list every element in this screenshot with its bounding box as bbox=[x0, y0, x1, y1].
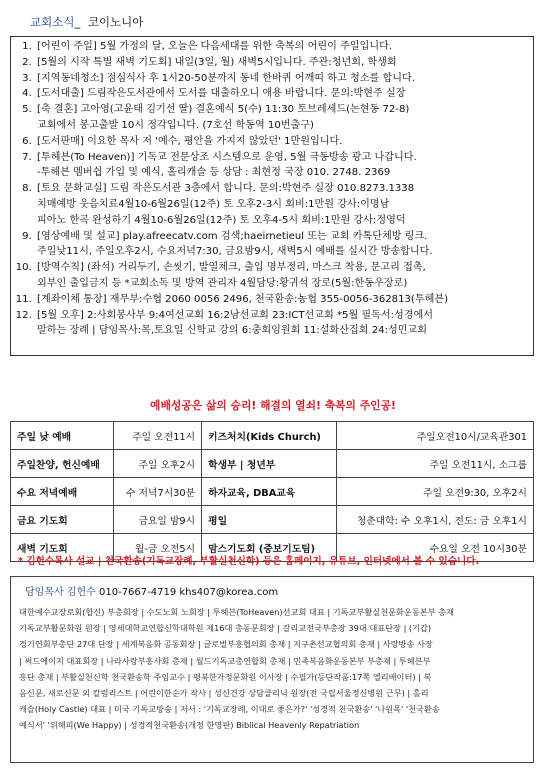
news-item-line: 11. [계좌이체 통장] 재무부:수협 2060 0056 2496, 천국환송:농협 355-0056-362813(투헤븐) bbox=[37, 293, 449, 305]
news-item-line: 말하는 장례 | 담임목사:목,토요일 신학교 강의 6:충회임원회 11:설화산집회 24:성민교회 bbox=[37, 325, 428, 337]
sermon-notice: * 김헌수목사 설교 | 천국환송(기독교장례, 부활실천신학) 등은 홈페이지, 유튜브, 인터넷에서 볼 수 있습니다. bbox=[18, 556, 480, 567]
section-title: 코이노니아 bbox=[87, 15, 144, 29]
service-time: 주일 오전11시, 소그룹 bbox=[337, 450, 534, 478]
schedule-row bbox=[11, 450, 534, 478]
slogan: 예배성공은 삶의 승리! 해결의 열쇠! 축복의 주인공! bbox=[150, 399, 396, 412]
news-item-line: 3. [지역동네청소] 점심식사 후 1시20-50분까지 동네 한바퀴 어깨띠 하고 청소를 합니다. bbox=[37, 72, 415, 84]
bio-line: 기독교부활문화원 원장 | 영세대학교연합신학대학원 제16대 총동문회장 | 갈리교전국부총장 39대 대표단장 | (기갑) bbox=[19, 623, 432, 634]
news-item-line: 1. [어린이 주일] 5월 가정의 달, 오늘은 다음세대를 위한 축복의 어린이 주일입니다. bbox=[37, 41, 393, 52]
news-item bbox=[35, 292, 527, 308]
news-item-line: 교회에서 봉고출발 10시 정각입니다. (7호선 학동역 10번출구) bbox=[37, 119, 314, 131]
service-name: 키즈처치(Kids Church) bbox=[202, 422, 337, 450]
news-item bbox=[35, 86, 527, 102]
service-name: 평일 bbox=[202, 506, 337, 534]
news-box bbox=[10, 36, 534, 356]
section-header bbox=[30, 14, 143, 30]
bio-line: 예식서' '위해피(We Happy) | 성경적천국환송(개정 한영판) Biblical Heavenly Repatriation bbox=[19, 720, 360, 731]
news-item bbox=[35, 260, 527, 292]
service-time: 수 저녁7시30분 bbox=[113, 478, 201, 506]
news-item bbox=[35, 181, 527, 228]
news-item-line: 피아노 한곡 완성하기 4월10-6월26일(12주) 토 오후4-5시 회비:1만원 강사:정영덕 bbox=[37, 214, 406, 226]
bio-line: | 써드에이지 대표회장 | 나라사랑부흥사회 총재 | 월드기독교총연합회 총재 | 민족복음화운동본부 부총재 | 투헤븐부 bbox=[19, 655, 431, 666]
pastor-title: 담임목사 김헌수 bbox=[25, 587, 96, 598]
news-item bbox=[35, 134, 527, 150]
news-item-line: 2. [5월의 시작 특별 새벽 기도회] 내일(3일, 월) 새벽5시입니다. 주관:청년회, 학생회 bbox=[37, 56, 397, 68]
service-time: 금요일 밤9시 bbox=[113, 506, 201, 534]
news-item-line: 7. [투헤븐(To Heaven)] 기독교 전문상조 시스템으로 운영, 5월 극동방송 광고 나갑니다. bbox=[37, 151, 417, 163]
news-item-line: 6. [도서판매] 이요한 목사 저 '예수, 평안을 가지지 않았던' 1만원입니다. bbox=[37, 135, 343, 147]
service-name: 새벽 기도회 bbox=[11, 534, 114, 562]
service-time: 수요일 오전 10시30분 bbox=[337, 534, 534, 562]
service-name: 맘스기도회 (중보기도팀) bbox=[202, 534, 337, 562]
service-time: 주일 오전11시 bbox=[113, 422, 201, 450]
schedule-row bbox=[11, 422, 534, 450]
service-time: 주일 오후2시 bbox=[113, 450, 201, 478]
news-list bbox=[11, 37, 533, 339]
news-item-line: 10. [방역수칙] (좌석) 거리두기, 손씻기, 발열체크, 출입 명부정리, 마스크 착용, 문고리 접촉, bbox=[37, 262, 426, 274]
service-time: 월-금 오전5시 bbox=[113, 534, 201, 562]
news-item bbox=[35, 102, 527, 134]
header-separator: _ bbox=[74, 15, 81, 29]
news-item-line: 치매예방 웃음치료4월10-6월26일(12주) 토 오후2-3시 회비:1만원 강사:이명남 bbox=[37, 198, 390, 210]
schedule-row bbox=[11, 506, 534, 534]
news-item bbox=[35, 150, 527, 182]
news-item-line: 주일낮11시, 주일오후2시, 수요저녁7:30, 금요밤9시, 새벽5시 예배를 실시간 방송합니다. bbox=[37, 246, 433, 258]
service-time: 청춘대학: 수 오후1시, 전도: 금 오후1시 bbox=[337, 506, 534, 534]
news-item bbox=[35, 229, 527, 261]
service-name: 하자교육, DBA교육 bbox=[202, 478, 337, 506]
news-item-line: 4. [도서대출] 드림작은도서관에서 도서를 대출하오니 애용 바랍니다. 문의:박현주 실장 bbox=[37, 88, 406, 100]
section-label: 교회소식 bbox=[30, 15, 75, 29]
pastor-contact bbox=[25, 583, 278, 598]
news-item-line: -투헤븐 멤버쉽 가입 및 예식, 홀리캐슬 등 상담 : 최현정 국장 010. 2748. 2369 bbox=[37, 167, 391, 179]
pastor-phone: 010-7667-4719 bbox=[99, 587, 177, 598]
service-name: 주일 낮 예배 bbox=[11, 422, 114, 450]
news-item-line: 8. [토요 문화교실] 드림 작은도서관 3층에서 합니다. 문의:박현주 실장 010.8273.1338 bbox=[37, 183, 415, 195]
bio-line: 음신문, 새로신문 외 칼럼리스트 | 어린이한순가 작사 | 성신건강 상담클리닉 원장(전 국립서울정신병원 근무) | 홀리 bbox=[19, 688, 429, 699]
bio-line: 경기연회부총단 27대 단장 | 세계복음화 공동회장 | 글로벌부흥협의회 총재 | 지구촌선교협의회 총재 | 사랑방송 사장 bbox=[19, 639, 433, 650]
service-time: 주일오전10시/교육관301 bbox=[337, 422, 534, 450]
news-item bbox=[35, 55, 527, 71]
service-name: 수요 저녁예배 bbox=[11, 478, 114, 506]
bio-line: 대한예수교장로회(합신) 부총회장 | 수도노회 노회장 | 투헤븐(ToHeaven)선교회 대표 | 기독교부활실천문화운동본부 총재 bbox=[19, 607, 454, 617]
bio-line: 흥단 총재 | 부활실천신학 천국환송학 주임교수 | 평북한가정문화원 이사장 | 수필가(등단작품:17쪽 엘리베이터) | 복 bbox=[19, 671, 432, 682]
news-item-line: 9. [영상예배 및 설교] play.afreecatv.com 검색;haeirnetieul 또는 교회 카톡단체방 링크. bbox=[37, 230, 428, 242]
service-name: 금요 기도회 bbox=[11, 506, 114, 534]
service-name: 주일찬양, 헌신예배 bbox=[11, 450, 114, 478]
news-item-line: 5. [축 결혼] 고아영(고윤태 김기선 딸) 결혼예식 5(수) 11:30 토브레세드(논현동 72-8) bbox=[37, 104, 410, 116]
service-time: 주일 오전9:30, 오후2시 bbox=[337, 478, 534, 506]
news-item-line: 외부인 출입금지 등 *교회소독 및 방역 관리자 4월담당:황귀석 장로(5월:한동우장로) bbox=[37, 277, 408, 289]
news-item bbox=[35, 308, 527, 340]
news-item-line: 12. [5월 오후] 2:사회봉사부 9:4여선교회 16:2남선교회 23:ICT선교회 *5월 필독서:성경에서 bbox=[37, 309, 434, 321]
worship-schedule-table bbox=[10, 421, 534, 562]
pastor-bio bbox=[19, 604, 527, 734]
pastor-email: khs407@korea.com bbox=[179, 587, 279, 598]
service-name: 학생부 | 청년부 bbox=[202, 450, 337, 478]
bio-line: 캐슬(Holy Castle) 대표 | 미국 기독교방송 | 저서 : '기독교장례, 이대로 좋은가?' '성경적 천국환송' '나원목' '천국환송 bbox=[19, 704, 440, 715]
schedule-row bbox=[11, 478, 534, 506]
news-item bbox=[35, 39, 527, 55]
pastor-box bbox=[10, 576, 534, 763]
news-item bbox=[35, 71, 527, 87]
